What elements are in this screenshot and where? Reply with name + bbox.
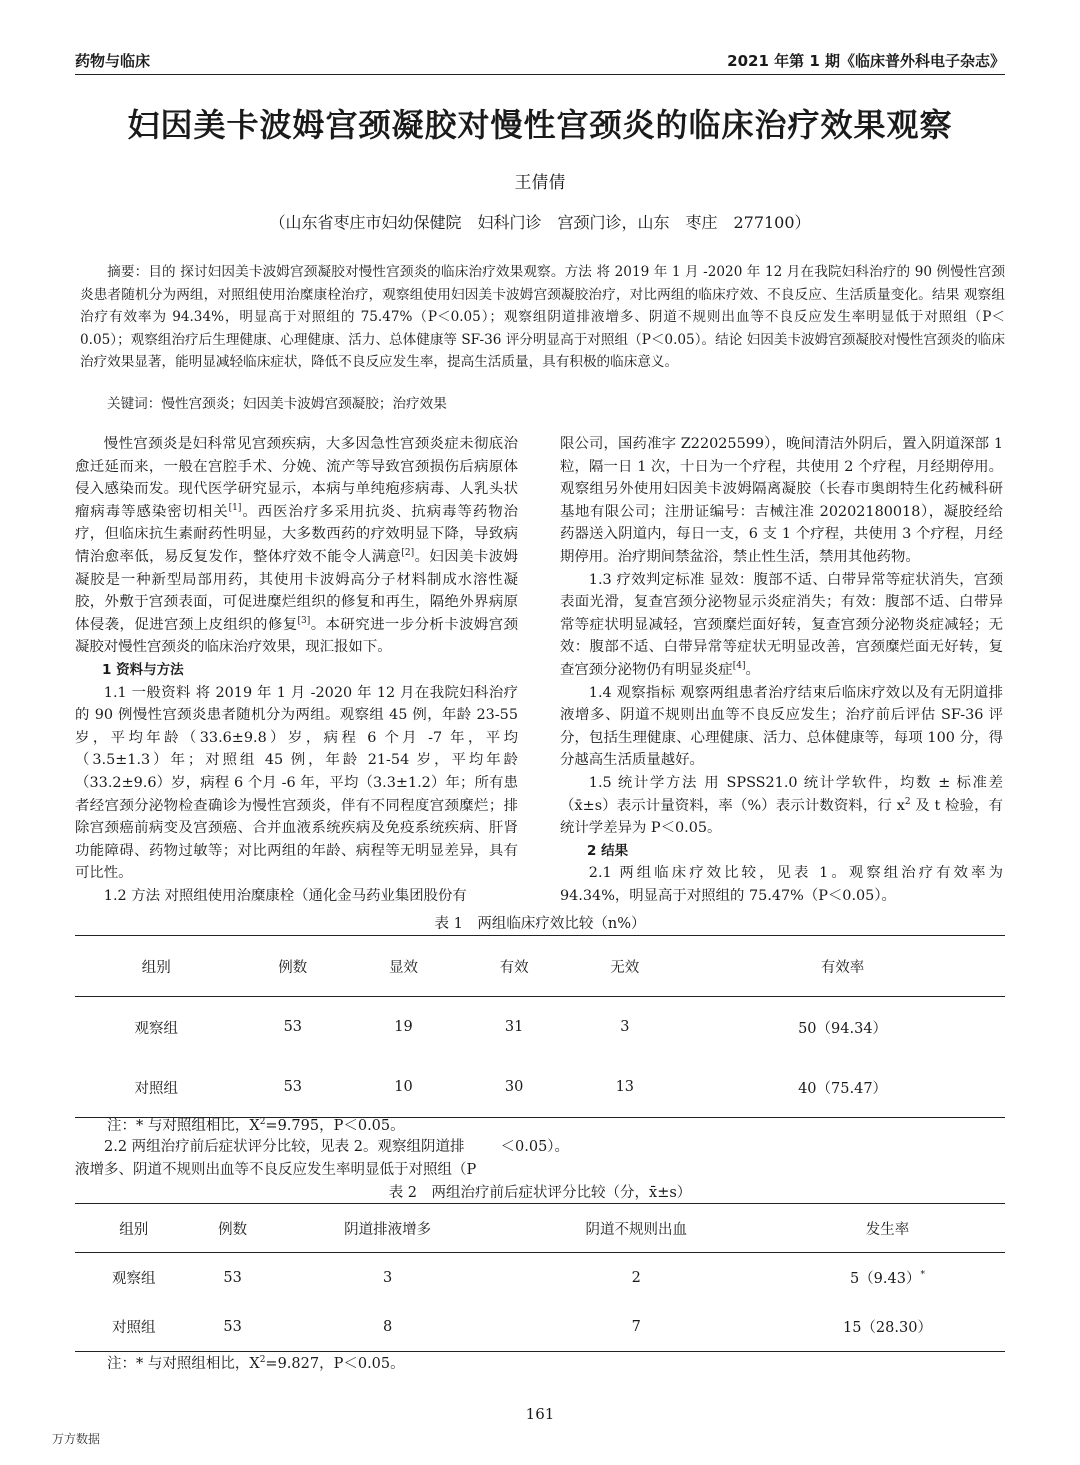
citation-3: [3] bbox=[297, 615, 311, 626]
table-row bbox=[75, 1302, 1005, 1352]
table-cell: 31 bbox=[504, 1019, 524, 1035]
table-header-cell: 无效 bbox=[569, 936, 680, 997]
table-header-cell: 例数 bbox=[193, 1204, 273, 1253]
table-cell: 观察组 bbox=[112, 1271, 156, 1287]
citation-2: [2] bbox=[401, 548, 415, 559]
table-cell: 10 bbox=[394, 1079, 413, 1095]
result-2-2-tail: ＜0.05）。 bbox=[500, 1139, 570, 1155]
table1 bbox=[75, 935, 1005, 1118]
section-heading-methods: 1 资料与方法 bbox=[102, 661, 184, 678]
table-row bbox=[75, 1057, 1005, 1118]
table-cell: 5（9.43）* bbox=[849, 1270, 925, 1287]
table-cell: 19 bbox=[394, 1019, 413, 1035]
table-cell: 观察组 bbox=[134, 1020, 178, 1037]
table-cell: 7 bbox=[631, 1318, 641, 1335]
table-cell: 53 bbox=[223, 1318, 242, 1335]
efficacy-criteria-paragraph: 1.3 疗效判定标准 显效：腹部不适、白带异常等症状消失，宫颈表面光滑，复查宫颈分泌物显示炎症消失；有效：腹部不适、白带异常等症状明显减轻，宫颈糜烂面好转，复查宫颈分泌物炎症减轻；无效：腹部不适、白带异常等症状无明显改善，宫颈糜烂面无好转，复查宫颈分泌物仍有明显炎症[4]。 bbox=[560, 571, 1003, 678]
table-cell: 53 bbox=[223, 1269, 242, 1286]
article-title: 妇因美卡波姆宫颈凝胶对慢性宫颈炎的临床治疗效果观察 bbox=[127, 106, 953, 144]
general-data-paragraph: 1.1 一般资料 将 2019 年 1 月 -2020 年 12 月在我院妇科治疗的 90 例慢性宫颈炎患者随机分为两组。观察组 45 例，年龄 23-55 岁，平均年龄（33.6±9.8）岁，病程 6 个月 -7 年，平均（3.5±1.3）年；对照组 45 例，年龄 21-54 岁，平均年龄（33.2±9.6）岁，病程 6 个月 -6 年，平均（3.3±1.2）年；所有患者经宫颈分泌物检查确诊为慢性宫颈炎，伴有不同程度宫颈糜烂；排除宫颈癌前病变及宫颈癌、合并血液系统疾病及免疫系统疾病、肝肾功能障碍、药物过敏等；对比两组的年龄、病程等无明显差异，具有可比性。 bbox=[75, 684, 518, 882]
table2 bbox=[75, 1203, 1005, 1352]
header-rule bbox=[75, 74, 1005, 75]
result-2-1-paragraph: 2.1 两组临床疗效比较，见表 1。观察组治疗有效率为 94.34%，明显高于对照组的 75.47%（P＜0.05）。 bbox=[560, 865, 1003, 904]
table-header-cell: 发生率 bbox=[770, 1204, 1005, 1253]
table1-note: 注：* 与对照组相比，$X^2=9.795$，P＜0.05。 bbox=[107, 1117, 405, 1134]
author: 王倩倩 bbox=[514, 173, 566, 193]
keywords: 关键词：慢性宫颈炎；妇因美卡波姆宫颈凝胶；治疗效果 bbox=[107, 396, 447, 412]
table-cell: 53 bbox=[283, 1079, 303, 1095]
table-header-cell: 有效 bbox=[459, 936, 570, 997]
page-number: 161 bbox=[525, 1405, 555, 1423]
table-header-cell: 有效率 bbox=[680, 936, 1005, 997]
table-cell: 40（75.47） bbox=[798, 1080, 888, 1097]
table-cell: 8 bbox=[382, 1318, 393, 1335]
citation-4: [4] bbox=[732, 661, 746, 672]
running-header-section: 药物与临床 bbox=[75, 52, 151, 70]
watermark: 万方数据 bbox=[52, 1432, 101, 1446]
table-header-cell: 组别 bbox=[75, 936, 237, 997]
abstract-text: 摘要：目的 探讨妇因美卡波姆宫颈凝胶对慢性宫颈炎的临床治疗效果观察。方法 将 2019 年 1 月 -2020 年 12 月在我院妇科治疗的 90 例慢性宫颈炎患者随机分为两组，对照组使用治糜康栓治疗，观察组使用妇因美卡波姆宫颈凝胶治疗，对比两组的临床疗效、不良反应、生活质量变化。结果 观察组治疗有效率为 94.34%，明显高于对照组的 75.47%（P＜0.05）；观察组阴道排液增多、阴道不规则出血等不良反应发生率明显低于对照组（P＜0.05）；观察组治疗后生理健康、心理健康、活力、总体健康等 SF-36 评分明显高于对照组（P＜0.05）。结论 妇因美卡波姆宫颈凝胶对慢性宫颈炎的临床治疗效果显著，能明显减轻临床症状，降低不良反应发生率，提高生活质量，具有积极的临床意义。 bbox=[80, 264, 1005, 370]
table-header-cell: 显效 bbox=[348, 936, 459, 997]
table-cell: 53 bbox=[283, 1019, 303, 1035]
table2-caption: 表 2 两组治疗前后症状评分比较（分，x̄±s） bbox=[388, 1185, 692, 1201]
table-header-row bbox=[75, 1204, 1005, 1253]
abstract bbox=[80, 261, 1005, 374]
table-cell: 3 bbox=[620, 1019, 630, 1035]
body-column-left bbox=[75, 433, 518, 907]
affiliation: （山东省枣庄市妇幼保健院 妇科门诊 宫颈门诊，山东 枣庄 277100） bbox=[269, 213, 811, 232]
observation-index-paragraph: 1.4 观察指标 观察两组患者治疗结束后临床疗效以及有无阴道排液增多、阴道不规则出血等不良反应发生；治疗前后评估 SF-36 评分，包括生理健康、心理健康、活力、总体健康等，每项 100 分，得分越高生活质量越好。 bbox=[560, 684, 1003, 769]
table-cell: 3 bbox=[382, 1269, 393, 1286]
table-cell: 50（94.34） bbox=[798, 1020, 888, 1037]
table-cell: 对照组 bbox=[134, 1080, 178, 1097]
running-header-journal: 2021 年第 1 期《临床普外科电子杂志》 bbox=[727, 52, 1005, 70]
table-cell: 2 bbox=[631, 1269, 641, 1286]
table-cell: 30 bbox=[504, 1079, 524, 1095]
significance-star: * bbox=[920, 1270, 925, 1281]
body-column-right bbox=[560, 433, 1003, 907]
section-heading-results: 2 结果 bbox=[587, 842, 629, 859]
result-2-2-paragraph bbox=[75, 1136, 1005, 1181]
table-header-cell: 阴道排液增多 bbox=[273, 1204, 503, 1253]
intro-paragraph: 慢性宫颈炎是妇科常见宫颈疾病，大多因急性宫颈炎症未彻底治愈迁延而来，一般在宫腔手术、分娩、流产等导致宫颈损伤后病原体侵入感染而发。现代医学研究显示，本病与单纯疱疹病毒、人乳头状瘤病毒等感染密切相关[1]。西医治疗多采用抗炎、抗病毒等药物治疗，但临床抗生素耐药性明显，大多数西药的疗效明显下降，导致病情治愈率低，易反复发作，整体疗效不能令人满意[2]。妇因美卡波姆凝胶是一种新型局部用药，其使用卡波姆高分子材料制成水溶性凝胶，外敷于宫颈表面，可促进糜烂组织的修复和再生，隔绝外界病原体侵袭，促进宫颈上皮组织的修复[3]。本研究进一步分析卡波姆宫颈凝胶对慢性宫颈炎的临床治疗效果，现汇报如下。 bbox=[75, 436, 518, 656]
table-cell: 15（28.30） bbox=[842, 1320, 932, 1336]
table-cell: 对照组 bbox=[112, 1320, 156, 1336]
result-2-2-line1: 2.2 两组治疗前后症状评分比较，见表 2。观察组阴道排 bbox=[104, 1139, 465, 1155]
table-cell: 13 bbox=[615, 1079, 635, 1095]
method-continued-paragraph: 限公司，国药准字 Z22025599），晚间清洁外阴后，置入阴道深部 1 粒，隔一日 1 次，十日为一个疗程，共使用 2 个疗程，月经期停用。观察组另外使用妇因美卡波姆隔离凝胶（长春市奥朗特生化药械科研基地有限公司；注册证编号：吉械注准 20202180018），凝胶经给药器送入阴道内，每日一支，6 支 1 个疗程，共使用 3 个疗程，月经期停用。治疗期间禁盆浴，禁止性生活，禁用其他药物。 bbox=[560, 436, 1003, 565]
method-paragraph: 1.2 方法 对照组使用治糜康栓（通化金马药业集团股份有 bbox=[103, 887, 467, 904]
result-2-2-line2: 液增多、阴道不规则出血等不良反应发生率明显低于对照组（P bbox=[75, 1161, 477, 1178]
table-header-cell: 组别 bbox=[75, 1204, 193, 1253]
table-header-row bbox=[75, 936, 1005, 997]
table-header-cell: 阴道不规则出血 bbox=[503, 1204, 770, 1253]
citation-1: [1] bbox=[228, 502, 242, 513]
table-header-cell: 例数 bbox=[237, 936, 348, 997]
table-row bbox=[75, 997, 1005, 1058]
statistics-paragraph: 1.5 统计学方法 用 SPSS21.0 统计学软件，均数 ± 标准差（x̄±s）表示计量资料，率（%）表示计数资料，行 $x^2$ 及 t 检验，有统计学差异为 P＜0.05。 bbox=[560, 774, 1003, 837]
table2-note: 注：* 与对照组相比，$X^2=9.827$，P＜0.05。 bbox=[107, 1355, 405, 1372]
table-row bbox=[75, 1253, 1005, 1303]
table1-caption: 表 1 两组临床疗效比较（n%） bbox=[434, 916, 646, 932]
